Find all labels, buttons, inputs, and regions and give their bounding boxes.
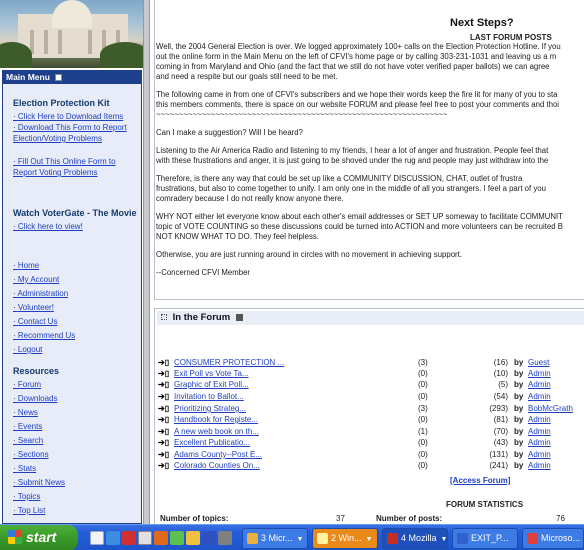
main-menu-header: [2, 70, 142, 84]
posts-count: 76: [556, 514, 565, 523]
paragraph-7: Otherwise, you are just running around in circles with no movement in achieving support.: [156, 250, 462, 259]
resources-title: Resources: [13, 366, 60, 376]
access-forum-link[interactable]: [Access Forum]: [450, 476, 511, 485]
post-arrow-icon: ➔▯: [158, 438, 170, 447]
network-icon[interactable]: [170, 531, 184, 545]
grid-icon: [161, 314, 167, 320]
word-icon[interactable]: [202, 531, 216, 545]
post-replies: (0): [418, 415, 428, 424]
forum-post-row: [158, 449, 584, 460]
sidebar-item-submit-news[interactable]: · Submit News: [13, 477, 137, 488]
header-photo: [0, 0, 143, 68]
post-title-link[interactable]: Adams County--Post E...: [174, 450, 263, 459]
post-arrow-icon: ➔▯: [158, 369, 170, 378]
paragraph-2: The following came in from one of CFVI's subscribers and we hope their words keep the fire lit for many of you to sta this members comments, there is space on our website FORUM and please feel free to post your comments and thoi ~~~~~~~~~~~~~~~~~~~~~~~~~~~~~~~~~~~~~~~~~~~~~~~~~~~~~~~~~~~~~~~~: [156, 90, 560, 119]
kit-title: Election Protection Kit: [13, 98, 110, 108]
sidebar-item-sections[interactable]: · Sections: [13, 449, 137, 460]
paragraph-5: Therefore, is there any way that could be set up like a COMMUNITY DISCUSSION, CHAT, outlet of frustra frustrations, but also to come together to unify. I am only one in the middle of all you strangers. I feel a part of you comradery because I do not really know anyone there.: [156, 174, 546, 203]
post-views: (293): [489, 404, 508, 413]
post-author-link[interactable]: Admin: [528, 461, 551, 470]
sidebar-item-stats[interactable]: · Stats: [13, 463, 137, 474]
sidebar-item-events[interactable]: · Events: [13, 421, 137, 432]
main-content: [150, 0, 584, 524]
post-arrow-icon: ➔▯: [158, 358, 170, 367]
main-menu: [2, 84, 142, 524]
taskbar-button-microsoft[interactable]: 3 Micr... ▼: [242, 528, 308, 549]
next-steps-title: Next Steps?: [450, 17, 514, 29]
post-arrow-icon: ➔▯: [158, 404, 170, 413]
post-author-link[interactable]: Admin: [528, 450, 551, 459]
app-icon[interactable]: [122, 531, 136, 545]
by-label: by: [514, 369, 524, 378]
mail-icon[interactable]: [138, 531, 152, 545]
post-title-link[interactable]: Invitation to Ballot...: [174, 392, 244, 401]
post-views: (54): [493, 392, 508, 401]
topics-label: Number of topics:: [160, 514, 229, 523]
post-views: (43): [493, 438, 508, 447]
app-icon: [247, 533, 258, 544]
paragraph-6: WHY NOT either let everyone know about each other's email addresses or SET UP someway to facilitate COMMUNIT topic of VOTE COUNTING so these discussions could be turned into ACTION and more volunteers can be recruited B NOT KNOW WHAT TO DO. They feel helpless.: [156, 212, 563, 241]
forum-post-row: [158, 414, 584, 425]
by-label: by: [514, 450, 524, 459]
post-replies: (0): [418, 438, 428, 447]
post-title-link[interactable]: Handbook for Registe...: [174, 415, 259, 424]
by-label: by: [514, 427, 524, 436]
sidebar-item-search[interactable]: · Search: [13, 435, 137, 446]
post-replies: (0): [418, 461, 428, 470]
last-posts-title: LAST FORUM POSTS: [470, 33, 552, 42]
post-views: (10): [493, 369, 508, 378]
by-label: by: [514, 358, 524, 367]
post-arrow-icon: ➔▯: [158, 427, 170, 436]
votergate-title: Watch VoterGate - The Movie: [13, 208, 137, 218]
mozilla-icon: [387, 533, 398, 544]
post-views: (5): [498, 380, 508, 389]
votergate-link[interactable]: · Click here to view!: [13, 221, 137, 232]
by-label: by: [514, 380, 524, 389]
sidebar-item-home[interactable]: · Home: [13, 260, 137, 271]
by-label: by: [514, 461, 524, 470]
sidebar-item-top-list[interactable]: · Top List: [13, 505, 137, 516]
post-author-link[interactable]: Admin: [528, 369, 551, 378]
post-author-link[interactable]: Admin: [528, 438, 551, 447]
post-replies: (0): [418, 369, 428, 378]
post-replies: (0): [418, 392, 428, 401]
by-label: by: [514, 392, 524, 401]
forum-stats-title: FORUM STATISTICS: [446, 500, 524, 509]
post-replies: (0): [418, 380, 428, 389]
taskbar-button-mozilla[interactable]: 4 Mozilla ▼: [382, 528, 448, 549]
sidebar-item-administration[interactable]: · Administration: [13, 288, 137, 299]
paragraph-4: Listening to the Air America Radio and listening to my friends, I hear a lot of anger and frustration. People feel that with these frustrations and anger, it is just going to be shoved under the rug and people may just withdraw into the: [156, 146, 549, 165]
sidebar-item-my-account[interactable]: · My Account: [13, 274, 137, 285]
post-arrow-icon: ➔▯: [158, 392, 170, 401]
post-views: (241): [489, 461, 508, 470]
post-author-link[interactable]: Admin: [528, 415, 551, 424]
ie-icon[interactable]: [106, 531, 120, 545]
more-icon[interactable]: [218, 531, 232, 545]
post-views: (81): [493, 415, 508, 424]
desktop-icon[interactable]: [90, 531, 104, 545]
by-label: by: [514, 404, 524, 413]
post-replies: (0): [418, 450, 428, 459]
post-author-link[interactable]: BobMcGrath: [528, 404, 573, 413]
column-divider: [143, 0, 150, 524]
sidebar-item-logout[interactable]: · Logout: [13, 344, 137, 355]
post-author-link[interactable]: Admin: [528, 392, 551, 401]
post-title-link[interactable]: A new web book on th...: [174, 427, 259, 436]
sidebar-item-recommend[interactable]: · Recommend Us: [13, 330, 137, 341]
by-label: by: [514, 415, 524, 424]
signature: --Concerned CFVI Member: [156, 268, 251, 277]
forum-post-row: [158, 426, 584, 437]
post-title-link[interactable]: Prioritizing Strateg...: [174, 404, 247, 413]
post-title-link[interactable]: Colorado Counties On...: [174, 461, 260, 470]
next-steps-body: [156, 42, 584, 286]
forum-header: [157, 311, 584, 325]
paragraph-3: Can I make a suggestion? Will I be heard?: [156, 128, 303, 137]
forum-post-row: [158, 379, 584, 390]
sidebar-item-topics[interactable]: · Topics: [13, 491, 137, 502]
start-button[interactable]: start: [0, 525, 78, 550]
download-items-link[interactable]: · Click Here to Download Items: [13, 111, 137, 122]
topics-count: 37: [336, 514, 345, 523]
post-views: (16): [493, 358, 508, 367]
post-replies: (3): [418, 358, 428, 367]
forum-post-row: [158, 368, 584, 379]
collapse-icon[interactable]: [236, 314, 243, 321]
post-replies: (3): [418, 404, 428, 413]
online-form-link[interactable]: · Fill Out This Online Form to Report Voting Problems: [13, 156, 137, 178]
post-replies: (1): [418, 427, 428, 436]
taskbar-button-microsoft-2[interactable]: Microso...: [522, 528, 584, 549]
sidebar-item-news[interactable]: · News: [13, 407, 137, 418]
post-author-link[interactable]: Admin: [528, 380, 551, 389]
post-title-link[interactable]: CONSUMER PROTECTION ...: [174, 358, 285, 367]
post-arrow-icon: ➔▯: [158, 380, 170, 389]
sidebar-item-forum[interactable]: · Forum: [13, 379, 137, 390]
taskbar: [0, 524, 584, 550]
forum-title: In the Forum: [172, 312, 231, 323]
app-icon: [527, 533, 538, 544]
forum-post-row: [158, 403, 584, 414]
post-arrow-icon: ➔▯: [158, 450, 170, 459]
firefox-icon[interactable]: [154, 531, 168, 545]
post-title-link[interactable]: Exit Poll vs Vote Ta...: [174, 369, 249, 378]
sidebar-item-contact[interactable]: · Contact Us: [13, 316, 137, 327]
posts-label: Number of posts:: [376, 514, 443, 523]
download-form-link[interactable]: · Download This Form to Report Election/Voting Problems: [13, 122, 137, 144]
main-menu-title: Main Menu: [6, 72, 50, 82]
post-views: (70): [493, 427, 508, 436]
paragraph-1: Well, the 2004 General Election is over. We logged approximately 100+ calls on the Election Protection Hotline. If you out the online form in the Main Menu on the left of CFVI's home page or by calling 303-231-1031 and leaving us a m coming in from Maryland and Ohio (and the fact that we still do not have voter verified paper ballots) we can agree and need a respite but our goals still need to be met.: [156, 42, 561, 81]
folder-icon[interactable]: [186, 531, 200, 545]
windows-logo-icon: [8, 530, 22, 544]
forum-post-row: [158, 437, 584, 448]
by-label: by: [514, 438, 524, 447]
post-views: (131): [489, 450, 508, 459]
sidebar-item-volunteer[interactable]: · Volunteer!: [13, 302, 137, 313]
post-title-link[interactable]: Graphic of Exit Poll...: [174, 380, 249, 389]
forum-post-row: [158, 357, 584, 368]
forum-post-row: [158, 460, 584, 471]
post-arrow-icon: ➔▯: [158, 415, 170, 424]
left-column: [0, 0, 143, 524]
post-title-link[interactable]: Excellent Publicatio...: [174, 438, 251, 447]
collapse-icon[interactable]: [55, 74, 62, 81]
document-icon: [457, 533, 468, 544]
post-arrow-icon: ➔▯: [158, 461, 170, 470]
folder-icon: [317, 533, 328, 544]
post-author-link[interactable]: Admin: [528, 427, 551, 436]
taskbar-button-windows[interactable]: 2 Win... ▼: [312, 528, 378, 549]
post-author-link[interactable]: Guest: [528, 358, 550, 367]
forum-post-row: [158, 391, 584, 402]
taskbar-button-exit[interactable]: EXIT_P...: [452, 528, 518, 549]
sidebar-item-downloads[interactable]: · Downloads: [13, 393, 137, 404]
